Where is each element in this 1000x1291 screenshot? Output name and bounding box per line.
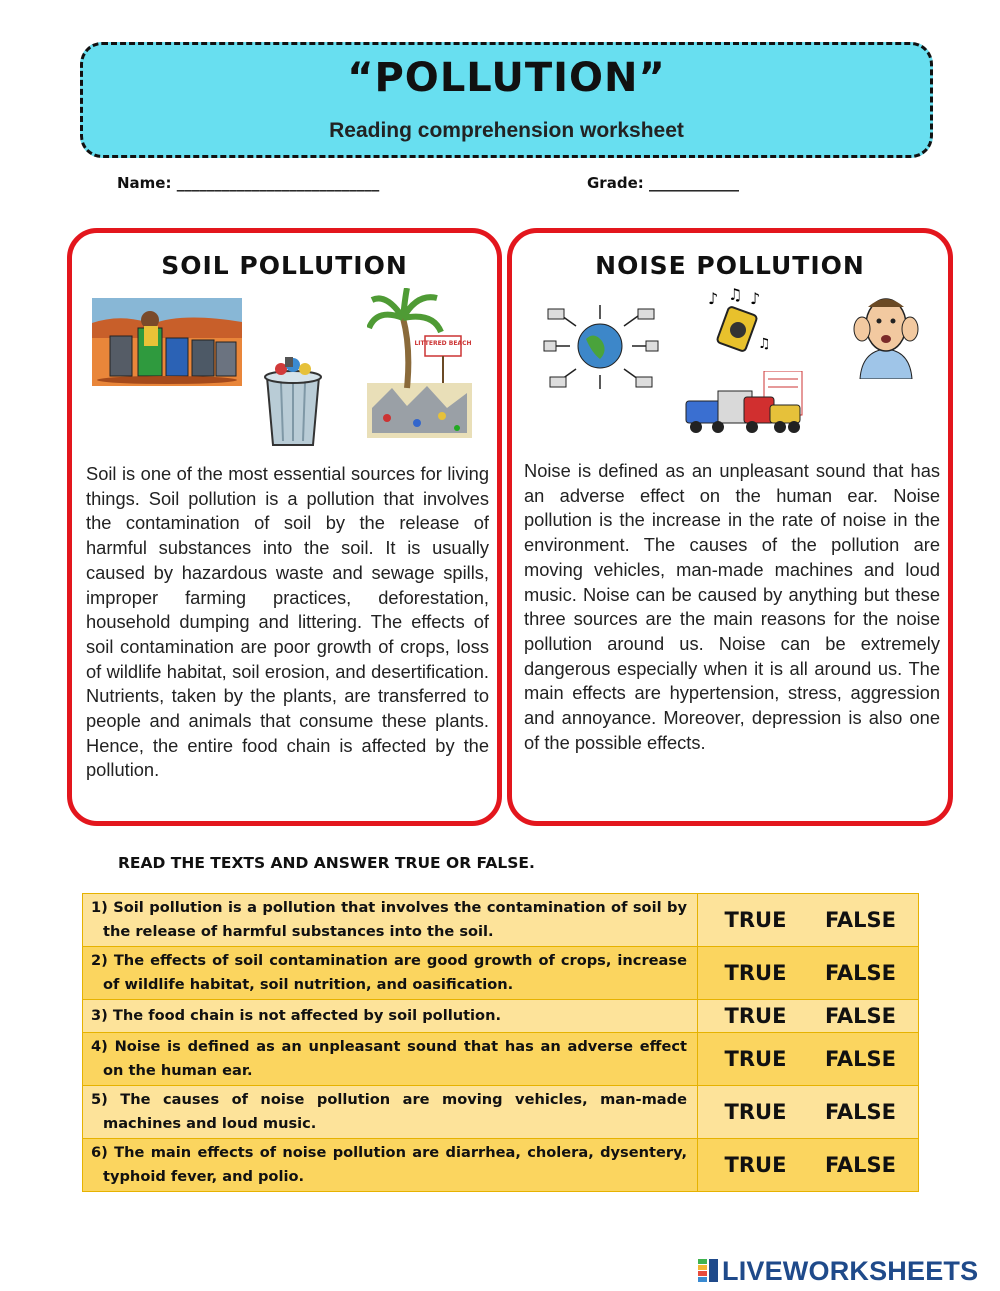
noise-pollution-title: NOISE POLLUTION: [595, 251, 865, 280]
liveworksheets-logo: [698, 1256, 978, 1286]
true-option[interactable]: TRUE: [724, 1153, 787, 1177]
traffic-vehicles-illustration: [682, 371, 807, 439]
question-text: 1) Soil pollution is a pollution that involves the contamination of soil by the release of harmful substances into the soil.: [83, 894, 698, 947]
table-row: [83, 1000, 919, 1033]
true-option[interactable]: TRUE: [724, 961, 787, 985]
table-row: [83, 1086, 919, 1139]
question-text: 5) The causes of noise pollution are moving vehicles, man-made machines and loud music.: [83, 1086, 698, 1139]
question-text: 4) Noise is defined as an unpleasant sound that has an adverse effect on the human ear.: [83, 1033, 698, 1086]
question-text: 6) The main effects of noise pollution are diarrhea, cholera, dysentery, typhoid fever, and polio.: [83, 1139, 698, 1192]
false-option[interactable]: FALSE: [824, 1004, 897, 1028]
table-row: [83, 947, 919, 1000]
false-option[interactable]: FALSE: [824, 1153, 897, 1177]
worksheet-subtitle: Reading comprehension worksheet: [329, 119, 684, 142]
worksheet-title: “POLLUTION”: [347, 55, 666, 101]
false-option[interactable]: FALSE: [824, 961, 897, 985]
garbage-bins-illustration: [92, 298, 242, 386]
title-banner: [80, 42, 933, 158]
true-false-table: [82, 893, 919, 1192]
name-field-label: Name: ___________________________: [117, 174, 380, 192]
soil-pollution-text: Soil is one of the most essential sources for living things. Soil pollution is a pollution that involves the contamination of soil by the release of harmful substances into the soil. It is usually caused by hazardous waste and sewage spills, improper farming practices, deforestation, household dumping and littering. The effects of soil contamination are poor growth of crops, loss of wildlife habitat, soil erosion, and desertification. Nutrients, taken by the plants, are transferred to people and animals that consume these plants. Hence, the entire food chain is affected by the pollution.: [86, 463, 489, 781]
noise-pollution-panel: [507, 228, 953, 826]
table-row: [83, 894, 919, 947]
true-option[interactable]: TRUE: [724, 1100, 787, 1124]
true-option[interactable]: TRUE: [724, 1047, 787, 1071]
question-text: 3) The food chain is not affected by soil pollution.: [83, 1000, 698, 1033]
false-option[interactable]: FALSE: [824, 1047, 897, 1071]
quiz-instructions: READ THE TEXTS AND ANSWER TRUE OR FALSE.: [118, 854, 535, 872]
question-text: 2) The effects of soil contamination are good growth of crops, increase of wildlife habitat, soil nutrition, and oasification.: [83, 947, 698, 1000]
trash-can-illustration: [259, 355, 327, 447]
false-option[interactable]: FALSE: [824, 908, 897, 932]
svg-text:♪: ♪: [708, 289, 719, 308]
beach-sign-text: LITTERED BEACH: [414, 340, 472, 347]
person-covering-ears-illustration: [842, 291, 930, 379]
svg-text:♫: ♫: [758, 336, 771, 352]
false-option[interactable]: FALSE: [824, 1100, 897, 1124]
soil-pollution-panel: [67, 228, 502, 826]
liveworksheets-logo-icon: [698, 1259, 718, 1283]
true-option[interactable]: TRUE: [724, 1004, 787, 1028]
noise-pollution-text: Noise is defined as an unpleasant sound that has an adverse effect on the human ear. Noise pollution is the increase in the rate of noise in the environment. The causes of the pollution are moving vehicles, man-made machines and loud music. Noise can be caused by anything but these three sources are the main reasons for the noise pollution around us. Noise can be extremely dangerous especially when it is all around us. The main effects are hypertension, stress, aggression and annoyance. Moreover, depression is also one of the possible effects.: [524, 460, 940, 753]
littered-beach-illustration: [367, 288, 472, 438]
svg-text:♫: ♫: [728, 288, 743, 304]
noisy-earth-illustration: [542, 301, 660, 391]
table-row: [83, 1033, 919, 1086]
svg-text:♪: ♪: [750, 289, 761, 308]
grade-field-label: Grade: ____________: [587, 174, 739, 192]
loud-music-illustration: [704, 288, 774, 363]
liveworksheets-brand: LIVEWORKSHEETS: [722, 1255, 979, 1286]
true-option[interactable]: TRUE: [724, 908, 787, 932]
soil-pollution-title: SOIL POLLUTION: [161, 251, 408, 280]
table-row: [83, 1139, 919, 1192]
